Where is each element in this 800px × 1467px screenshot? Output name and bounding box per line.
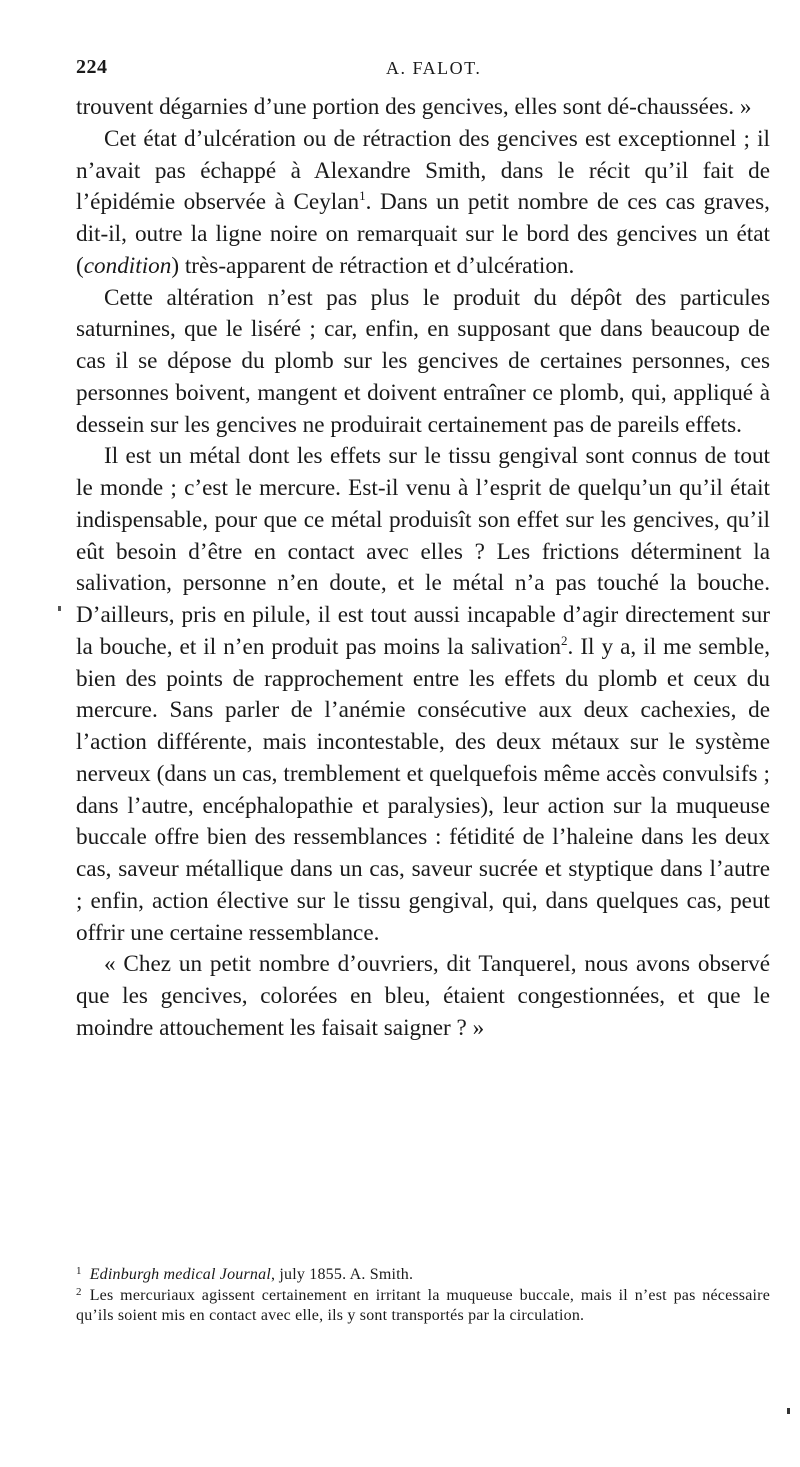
paragraph-2-part-1: Cet état d’ulcération ou de rétraction des gencives est exceptionnel ; il n’avait pas échappé à Alexandre Smith, dans le récit qu’il fait de l’épidémie observée à Ceylan bbox=[76, 125, 770, 216]
footnote-ref-1: 1 bbox=[359, 188, 366, 204]
paragraph-2-italic: condition bbox=[83, 252, 172, 279]
footnote-1-journal: Edinburgh medical Journal bbox=[89, 1266, 271, 1283]
edge-speck bbox=[787, 1408, 790, 1414]
paragraph-2-part-3: ) très-apparent de rétraction et d’ulcération. bbox=[171, 252, 575, 279]
running-title: A. FALOT. bbox=[386, 58, 482, 78]
footnote-1 bbox=[76, 1265, 770, 1286]
footnote-2 bbox=[76, 1286, 770, 1327]
running-head bbox=[76, 56, 776, 84]
paragraph-4-part-1: Il est un métal dont les effets sur le tissu gengival sont connus de tout le monde ; c’est le mercure. Est-il venu à l’esprit de quelqu’un qu’il était indispensable, pour que ce métal produisît son effet sur les gencives, qu’il eût besoin d’être en contact avec elles ? Les frictions déterminent la salivation, personne n’en doute, et le métal n’a pas touché la bouche. D’ailleurs, pris en pilule, il est tout aussi incapable d’agir directement sur la bouche, et il n’en produit pas moins la salivation bbox=[76, 443, 770, 660]
paragraph-1: trouvent dégarnies d’une portion des gencives, elles sont dé-chaussées. » bbox=[76, 94, 752, 120]
footnote-1-text: , july 1855. A. Smith. bbox=[270, 1266, 414, 1283]
footnote-1-mark: 1 bbox=[76, 1265, 82, 1277]
margin-speck bbox=[58, 606, 61, 611]
footnote-ref-2: 2 bbox=[561, 632, 568, 648]
paragraph-5: « Chez un petit nombre d’ouvriers, dit Tanquerel, nous avons observé que les gencives, colorées en bleu, étaient congestionnées, et que le moindre attouchement les faisait saigner ? » bbox=[76, 951, 770, 1041]
paragraph-4 bbox=[76, 441, 770, 949]
paragraph-3: Cette altération n’est pas plus le produit du dépôt des particules saturnines, que le liséré ; car, enfin, en supposant que dans beaucoup de cas il se dépose du plomb sur les gencives de certaines personnes, ces personnes boivent, mangent et doivent entraîner ce plomb, qui, appliqué à dessein sur les gencives ne produirait certainement pas de pareils effets. bbox=[76, 284, 770, 438]
footnote-2-text: Les mercuriaux agissent certainement en irritant la muqueuse buccale, mais il n’est pas nécessaire qu’ils soient mis en contact avec elle, ils y sont transportés par la circulation. bbox=[76, 1286, 770, 1324]
paragraph-2-part-2: . Dans un petit nombre de ces cas graves, dit-il, outre la ligne noire on remarquait sur le bord des gencives un état ( bbox=[76, 189, 770, 279]
paragraph-2 bbox=[76, 124, 770, 283]
paragraph-4-part-2: . Il y a, il me semble, bien des points de rapprochement entre les effets du plomb et ceux du mercure. Sans parler de l’anémie consécutive aux deux cachexies, de l’action différente, mais incontestable, des deux métaux sur le système nerveux (dans un cas, tremblement et quelquefois même accès convulsifs ; dans l’autre, encéphalopathie et paralysies), leur action sur la muqueuse buccale offre bien des ressemblances : fétidité de l’haleine dans les deux cas, saveur métallique dans un cas, saveur sucrée et styptique dans l’autre ; enfin, action élective sur le tissu gengival, qui, dans quelques cas, peut offrir une certaine ressemblance. bbox=[76, 633, 770, 946]
page-number: 224 bbox=[76, 56, 108, 78]
footnotes bbox=[76, 1265, 770, 1327]
body-text bbox=[76, 92, 770, 1045]
footnote-2-mark: 2 bbox=[76, 1285, 82, 1298]
